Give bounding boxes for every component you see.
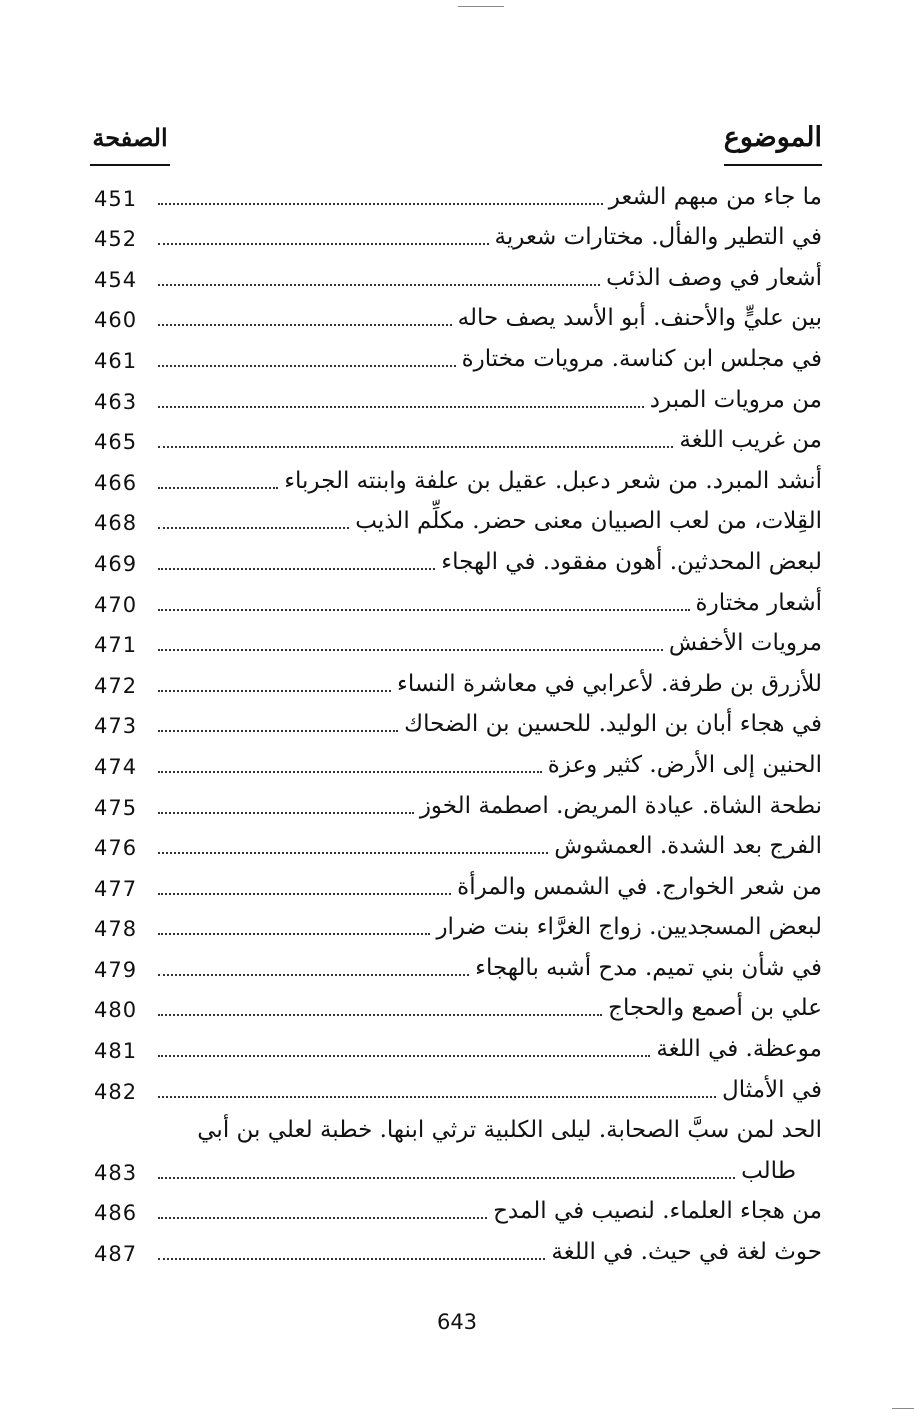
toc-page-number: 472: [94, 673, 138, 698]
toc-page-number: 463: [94, 389, 138, 414]
toc-entry-title: لبعض المحدثين. أهون مفقود. في الهجاء: [435, 547, 822, 577]
toc-entry-title: في الأمثال: [716, 1075, 822, 1105]
dot-leader: [158, 446, 673, 448]
toc-page-number: 454: [94, 267, 138, 292]
toc-leader: [158, 548, 822, 577]
toc-page-number: 481: [94, 1039, 138, 1064]
toc-page-number: 477: [94, 876, 138, 901]
toc-leader: [158, 916, 822, 942]
toc-leader: [158, 589, 822, 618]
toc-entry: [90, 1070, 822, 1111]
toc-leader: [158, 632, 822, 658]
dot-leader: [158, 284, 600, 286]
dot-leader: [158, 243, 489, 245]
toc-page-number: 476: [94, 836, 138, 861]
toc-leader: [158, 1157, 822, 1186]
toc-leader: [158, 264, 822, 293]
toc-entry-title: الحنين إلى الأرض. كثير وعزة: [542, 750, 822, 780]
toc-page-number: 487: [94, 1242, 138, 1267]
toc-page-number: 483: [94, 1160, 138, 1185]
toc-entry-title: في شأن بني تميم. مدح أشبه بالهجاء: [469, 953, 822, 983]
toc-leader: [158, 873, 822, 902]
toc-page-number: 466: [94, 470, 138, 495]
toc-entry-title: ما جاء من مبهم الشعر: [603, 182, 822, 212]
dot-leader: [158, 1258, 545, 1260]
toc-entry-title: في مجلس ابن كناسة. مرويات مختارة: [456, 344, 822, 374]
toc-entry-title: لبعض المسجديين. زواج الغرَّاء بنت ضرار: [430, 912, 822, 942]
dot-leader: [158, 568, 435, 570]
dot-leader: [158, 1055, 650, 1057]
toc-entry-title: القِلات، من لعب الصبيان معنى حضر. مكلِّم الذيب: [349, 506, 822, 536]
toc-page-number: 475: [94, 795, 138, 820]
toc-page-number: 473: [94, 714, 138, 739]
toc-page-number: 469: [94, 551, 138, 576]
dot-leader: [158, 1217, 487, 1219]
toc-entry-title: أشعار في وصف الذئب: [600, 263, 822, 293]
toc-leader: [158, 510, 822, 536]
dot-leader: [158, 324, 452, 326]
toc-entry: [90, 705, 822, 746]
toc-leader: [158, 226, 822, 252]
dot-leader: [158, 1096, 716, 1098]
toc-entry-title: علي بن أصمع والحجاج: [602, 993, 822, 1023]
toc-leader: [158, 429, 822, 455]
topic-column-heading: الموضوع: [724, 118, 822, 166]
page-number-footer: 643: [436, 1310, 478, 1334]
scan-mark-top: [458, 6, 504, 7]
toc-entry-title: أنشد المبرد. من شعر دعبل. عقيل بن علفة وابنته الجرباء: [278, 466, 822, 496]
toc-entry: [90, 421, 822, 462]
toc-page-number: 451: [94, 186, 138, 211]
toc-entry-title: أشعار مختارة: [690, 588, 822, 618]
toc-entry-title: نطحة الشاة. عيادة المريض. اصطمة الخوز: [414, 791, 822, 821]
dot-leader: [158, 730, 398, 732]
toc-page-number: 482: [94, 1079, 138, 1104]
toc-entry: [90, 583, 822, 624]
toc-page-number: 460: [94, 308, 138, 333]
dot-leader: [158, 690, 391, 692]
toc-entry: [90, 664, 822, 705]
toc-entry-title: حوث لغة في حيث. في اللغة: [545, 1237, 822, 1267]
toc-leader: [158, 386, 822, 415]
toc-leader: [158, 1038, 822, 1064]
toc-page-number: 474: [94, 754, 138, 779]
toc-entry: [90, 258, 822, 299]
toc-page-number: 452: [94, 227, 138, 252]
dot-leader: [158, 893, 451, 895]
toc-leader: [158, 751, 822, 780]
toc-page-number: 461: [94, 348, 138, 373]
toc-entry: [90, 1029, 822, 1070]
toc-entry: [90, 502, 822, 543]
toc-entry-title: طالب: [735, 1156, 822, 1186]
dot-leader: [158, 852, 548, 854]
toc-leader: [158, 1241, 822, 1267]
toc-entry: [90, 1192, 822, 1233]
toc-leader: [158, 307, 822, 333]
toc-entry: [90, 380, 822, 421]
toc-entry: [90, 542, 822, 583]
toc-entry: [90, 1232, 822, 1273]
toc-entry-title: من هجاء العلماء. لنصيب في المدح: [487, 1196, 822, 1226]
toc-entry-title: الفرج بعد الشدة. العمشوش: [548, 831, 822, 861]
page-column-heading: الصفحة: [90, 118, 170, 166]
toc-entry: [90, 1111, 822, 1192]
toc-page-number: 468: [94, 511, 138, 536]
toc-entry: [90, 908, 822, 949]
toc-entry: [90, 299, 822, 340]
dot-leader: [158, 1014, 602, 1016]
toc-entry: [90, 339, 822, 380]
toc-page-number: 465: [94, 430, 138, 455]
toc-leader: [158, 1200, 822, 1226]
dot-leader: [158, 487, 278, 489]
dot-leader: [158, 406, 644, 408]
toc-entry: [90, 218, 822, 259]
scan-mark-bottom: [892, 1408, 914, 1409]
toc-page-number: 478: [94, 917, 138, 942]
toc-leader: [158, 954, 822, 983]
toc-entry: [90, 867, 822, 908]
toc-leader: [158, 997, 822, 1023]
toc-page-number: 486: [94, 1201, 138, 1226]
toc-entry-title-line1: الحد لمن سبَّ الصحابة. ليلى الكلبية ترثي ابنها. خطبة لعلي بن أبي: [197, 1116, 822, 1143]
dot-leader: [158, 933, 430, 935]
toc-entry: [90, 989, 822, 1030]
toc-entry-title: من غريب اللغة: [673, 425, 822, 455]
dot-leader: [158, 203, 603, 205]
dot-leader: [158, 974, 469, 976]
toc-entry-title: للأزرق بن طرفة. لأعرابي في معاشرة النساء: [391, 669, 822, 699]
toc-leader: [158, 467, 822, 496]
toc-leader: [158, 1076, 822, 1105]
toc-leader: [158, 670, 822, 699]
toc-entry-title: في هجاء أبان بن الوليد. للحسين بن الضحاك: [398, 709, 822, 739]
toc-entry: [90, 624, 822, 665]
toc-page-number: 479: [94, 957, 138, 982]
toc-entry-title: من مرويات المبرد: [644, 385, 822, 415]
toc-leader: [158, 713, 822, 739]
dot-leader: [158, 365, 456, 367]
toc-entry: [90, 786, 822, 827]
table-of-contents: [90, 177, 822, 1273]
toc-page-number: 471: [94, 633, 138, 658]
toc-leader: [158, 345, 822, 374]
toc-leader: [158, 835, 822, 861]
toc-entry: [90, 461, 822, 502]
toc-entry: [90, 745, 822, 786]
dot-leader: [158, 771, 542, 773]
toc-entry: [90, 177, 822, 218]
dot-leader: [158, 1177, 735, 1179]
dot-leader: [158, 527, 349, 529]
dot-leader: [158, 649, 663, 651]
toc-header: [0, 118, 914, 170]
toc-entry-title: من شعر الخوارج. في الشمس والمرأة: [451, 872, 822, 902]
toc-page-number: 470: [94, 592, 138, 617]
toc-leader: [158, 792, 822, 821]
toc-entry: [90, 827, 822, 868]
toc-entry-title: مرويات الأخفش: [663, 628, 822, 658]
toc-entry: [90, 948, 822, 989]
toc-leader: [158, 183, 822, 212]
toc-entry-title: بين عليٍّ والأحنف. أبو الأسد يصف حاله: [452, 303, 822, 333]
dot-leader: [158, 812, 414, 814]
toc-entry-title: في التطير والفأل. مختارات شعرية: [489, 222, 822, 252]
dot-leader: [158, 609, 690, 611]
toc-page-number: 480: [94, 998, 138, 1023]
toc-entry-title: موعظة. في اللغة: [650, 1034, 822, 1064]
